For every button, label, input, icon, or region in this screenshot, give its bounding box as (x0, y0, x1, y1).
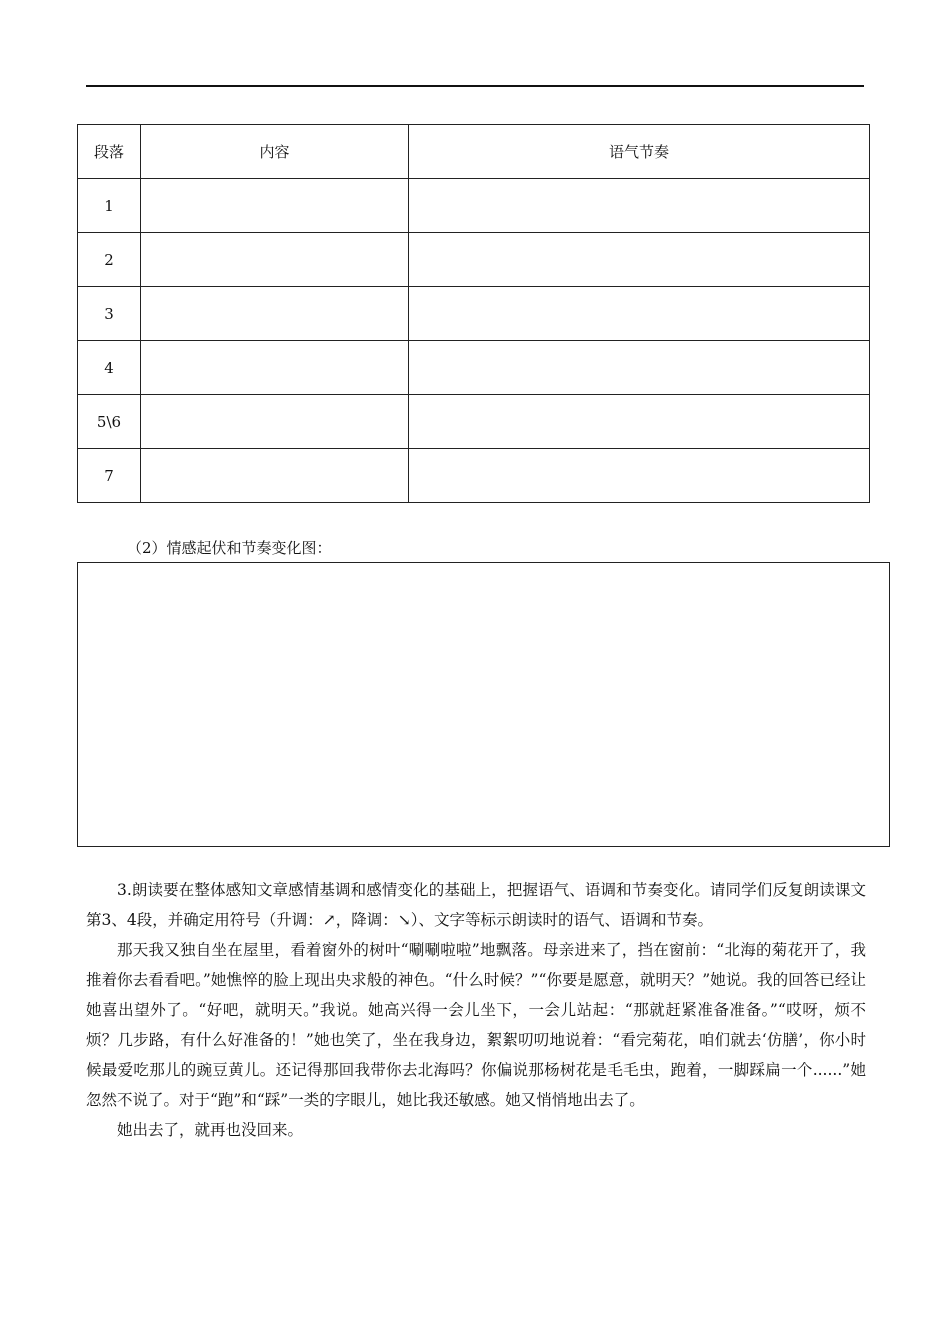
table-row (78, 449, 870, 503)
emotion-chart-answer-box[interactable] (77, 562, 890, 847)
reading-passage: 那天我又独自坐在屋里，看着窗外的树叶“唰唰啦啦”地飘落。母亲进来了，挡在窗前：“北海的菊花开了，我推着你去看看吧。”她憔悴的脸上现出央求般的神色。“什么时候？”“你要是愿意，就明天？”她说。我的回答已经让她喜出望外了。“好吧，就明天。”我说。她高兴得一会儿坐下，一会儿站起：“那就赶紧准备准备。”“哎呀，烦不烦？几步路，有什么好准备的！”她也笑了，坐在我身边，絮絮叨叨地说着：“看完菊花，咱们就去‘仿膳’，你小时候最爱吃那儿的豌豆黄儿。还记得那回我带你去北海吗？你偏说那杨树花是毛毛虫，跑着，一脚踩扁一个......”她忽然不说了。对于“跑”和“踩”一类的字眼儿，她比我还敏感。她又悄悄地出去了。 (86, 941, 866, 1109)
row-tone-cell[interactable] (409, 179, 870, 233)
table-row (78, 341, 870, 395)
row-content-cell[interactable] (141, 179, 409, 233)
header-paragraph: 段落 (78, 125, 141, 179)
table-row (78, 287, 870, 341)
table-row (78, 395, 870, 449)
header-rule (86, 85, 864, 87)
table-row (78, 179, 870, 233)
table-row (78, 233, 870, 287)
reading-table (77, 124, 870, 503)
row-paragraph-number: 5\6 (78, 395, 141, 449)
question-3-instruction: 3.朗读要在整体感知文章感情基调和感情变化的基础上，把握语气、语调和节奏变化。请同学们反复朗读课文第3、4段，并确定用符号（升调：↗，降调：↘）、文字等标示朗读时的语气、语调和节奏。 (86, 881, 866, 929)
row-content-cell[interactable] (141, 395, 409, 449)
row-paragraph-number: 7 (78, 449, 141, 503)
row-paragraph-number: 4 (78, 341, 141, 395)
row-paragraph-number: 3 (78, 287, 141, 341)
row-tone-cell[interactable] (409, 341, 870, 395)
header-content: 内容 (141, 125, 409, 179)
row-content-cell[interactable] (141, 341, 409, 395)
row-paragraph-number: 1 (78, 179, 141, 233)
row-content-cell[interactable] (141, 287, 409, 341)
row-content-cell[interactable] (141, 233, 409, 287)
passage-closing-line: 她出去了，就再也没回来。 (117, 1121, 304, 1139)
row-tone-cell[interactable] (409, 233, 870, 287)
row-tone-cell[interactable] (409, 395, 870, 449)
table-header-row (78, 125, 870, 179)
row-paragraph-number: 2 (78, 233, 141, 287)
row-tone-cell[interactable] (409, 449, 870, 503)
question-3-block (86, 875, 866, 1145)
header-tone-rhythm: 语气节奏 (409, 125, 870, 179)
emotion-chart-caption: （2）情感起伏和节奏变化图： (127, 539, 332, 557)
row-tone-cell[interactable] (409, 287, 870, 341)
row-content-cell[interactable] (141, 449, 409, 503)
